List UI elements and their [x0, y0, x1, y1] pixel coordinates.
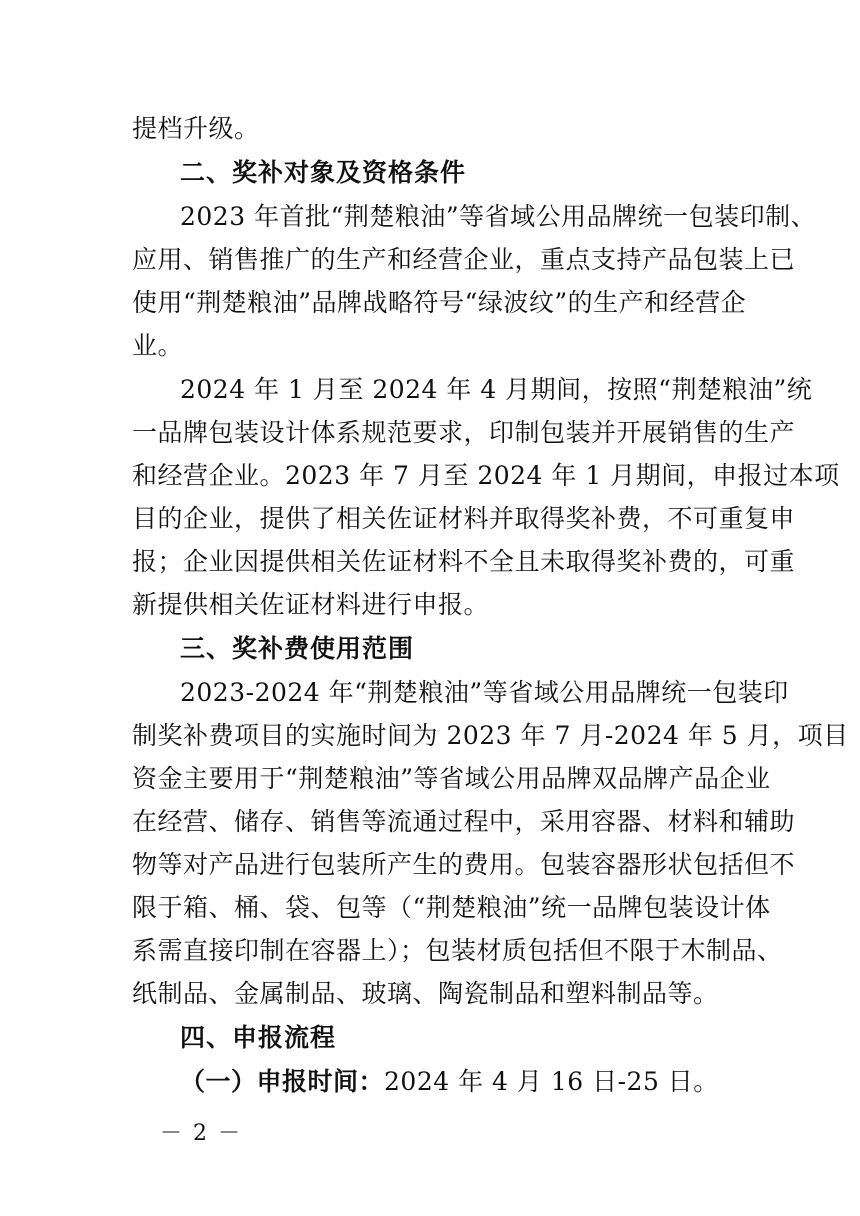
usage-para-line4: 在经营、储存、销售等流通过程中，采用容器、材料和辅助 — [132, 807, 796, 836]
eligibility-para2-line2: 一品牌包装设计体系规范要求，印制包装并开展销售的生产 — [132, 418, 796, 447]
eligibility-para1-line4: 业。 — [132, 331, 184, 360]
page-number: － 2 － — [160, 1121, 242, 1146]
usage-para-line6: 限于箱、桶、袋、包等（“荆楚粮油”统一品牌包装设计体 — [132, 893, 771, 922]
eligibility-para1-line3: 使用“荆楚粮油”品牌战略符号“绿波纹”的生产和经营企 — [132, 288, 747, 317]
eligibility-para1-line1: 2023 年首批“荆楚粮油”等省域公用品牌统一包装印制、 — [180, 202, 817, 231]
eligibility-para2-line3: 和经营企业。2023 年 7 月至 2024 年 1 月期间，申报过本项 — [132, 461, 840, 490]
application-time-label: （一）申报时间： — [180, 1067, 385, 1096]
usage-para-line7: 系需直接印制在容器上）；包装材质包括但不限于木制品、 — [132, 936, 783, 965]
usage-para-line3: 资金主要用于“荆楚粮油”等省域公用品牌双品牌产品企业 — [132, 764, 771, 793]
usage-para-line8: 纸制品、金属制品、玻璃、陶瓷制品和塑料制品等。 — [132, 979, 719, 1008]
application-time-value: 2024 年 4 月 16 日-25 日。 — [384, 1067, 719, 1096]
eligibility-para2-line4: 目的企业，提供了相关佐证材料并取得奖补费，不可重复申 — [132, 504, 796, 533]
usage-para-line2: 制奖补费项目的实施时间为 2023 年 7 月-2024 年 5 月，项目 — [132, 721, 849, 750]
eligibility-para2-line6: 新提供相关佐证材料进行申报。 — [132, 590, 490, 619]
section-heading-application-process: 四、申报流程 — [180, 1023, 337, 1052]
section-heading-eligibility: 二、奖补对象及资格条件 — [180, 158, 467, 187]
eligibility-para2-line1: 2024 年 1 月至 2024 年 4 月期间，按照“荆楚粮油”统 — [180, 375, 813, 404]
section-heading-usage-scope: 三、奖补费使用范围 — [180, 634, 415, 663]
eligibility-para2-line5: 报；企业因提供相关佐证材料不全且未取得奖补费的，可重 — [132, 547, 796, 576]
application-time-line — [180, 1065, 719, 1099]
eligibility-para1-line2: 应用、销售推广的生产和经营企业，重点支持产品包装上已 — [132, 245, 796, 274]
usage-para-line1: 2023-2024 年“荆楚粮油”等省域公用品牌统一包装印 — [180, 678, 789, 707]
paragraph-continuation-line: 提档升级。 — [132, 114, 260, 143]
usage-para-line5: 物等对产品进行包装所产生的费用。包装容器形状包括但不 — [132, 850, 796, 879]
